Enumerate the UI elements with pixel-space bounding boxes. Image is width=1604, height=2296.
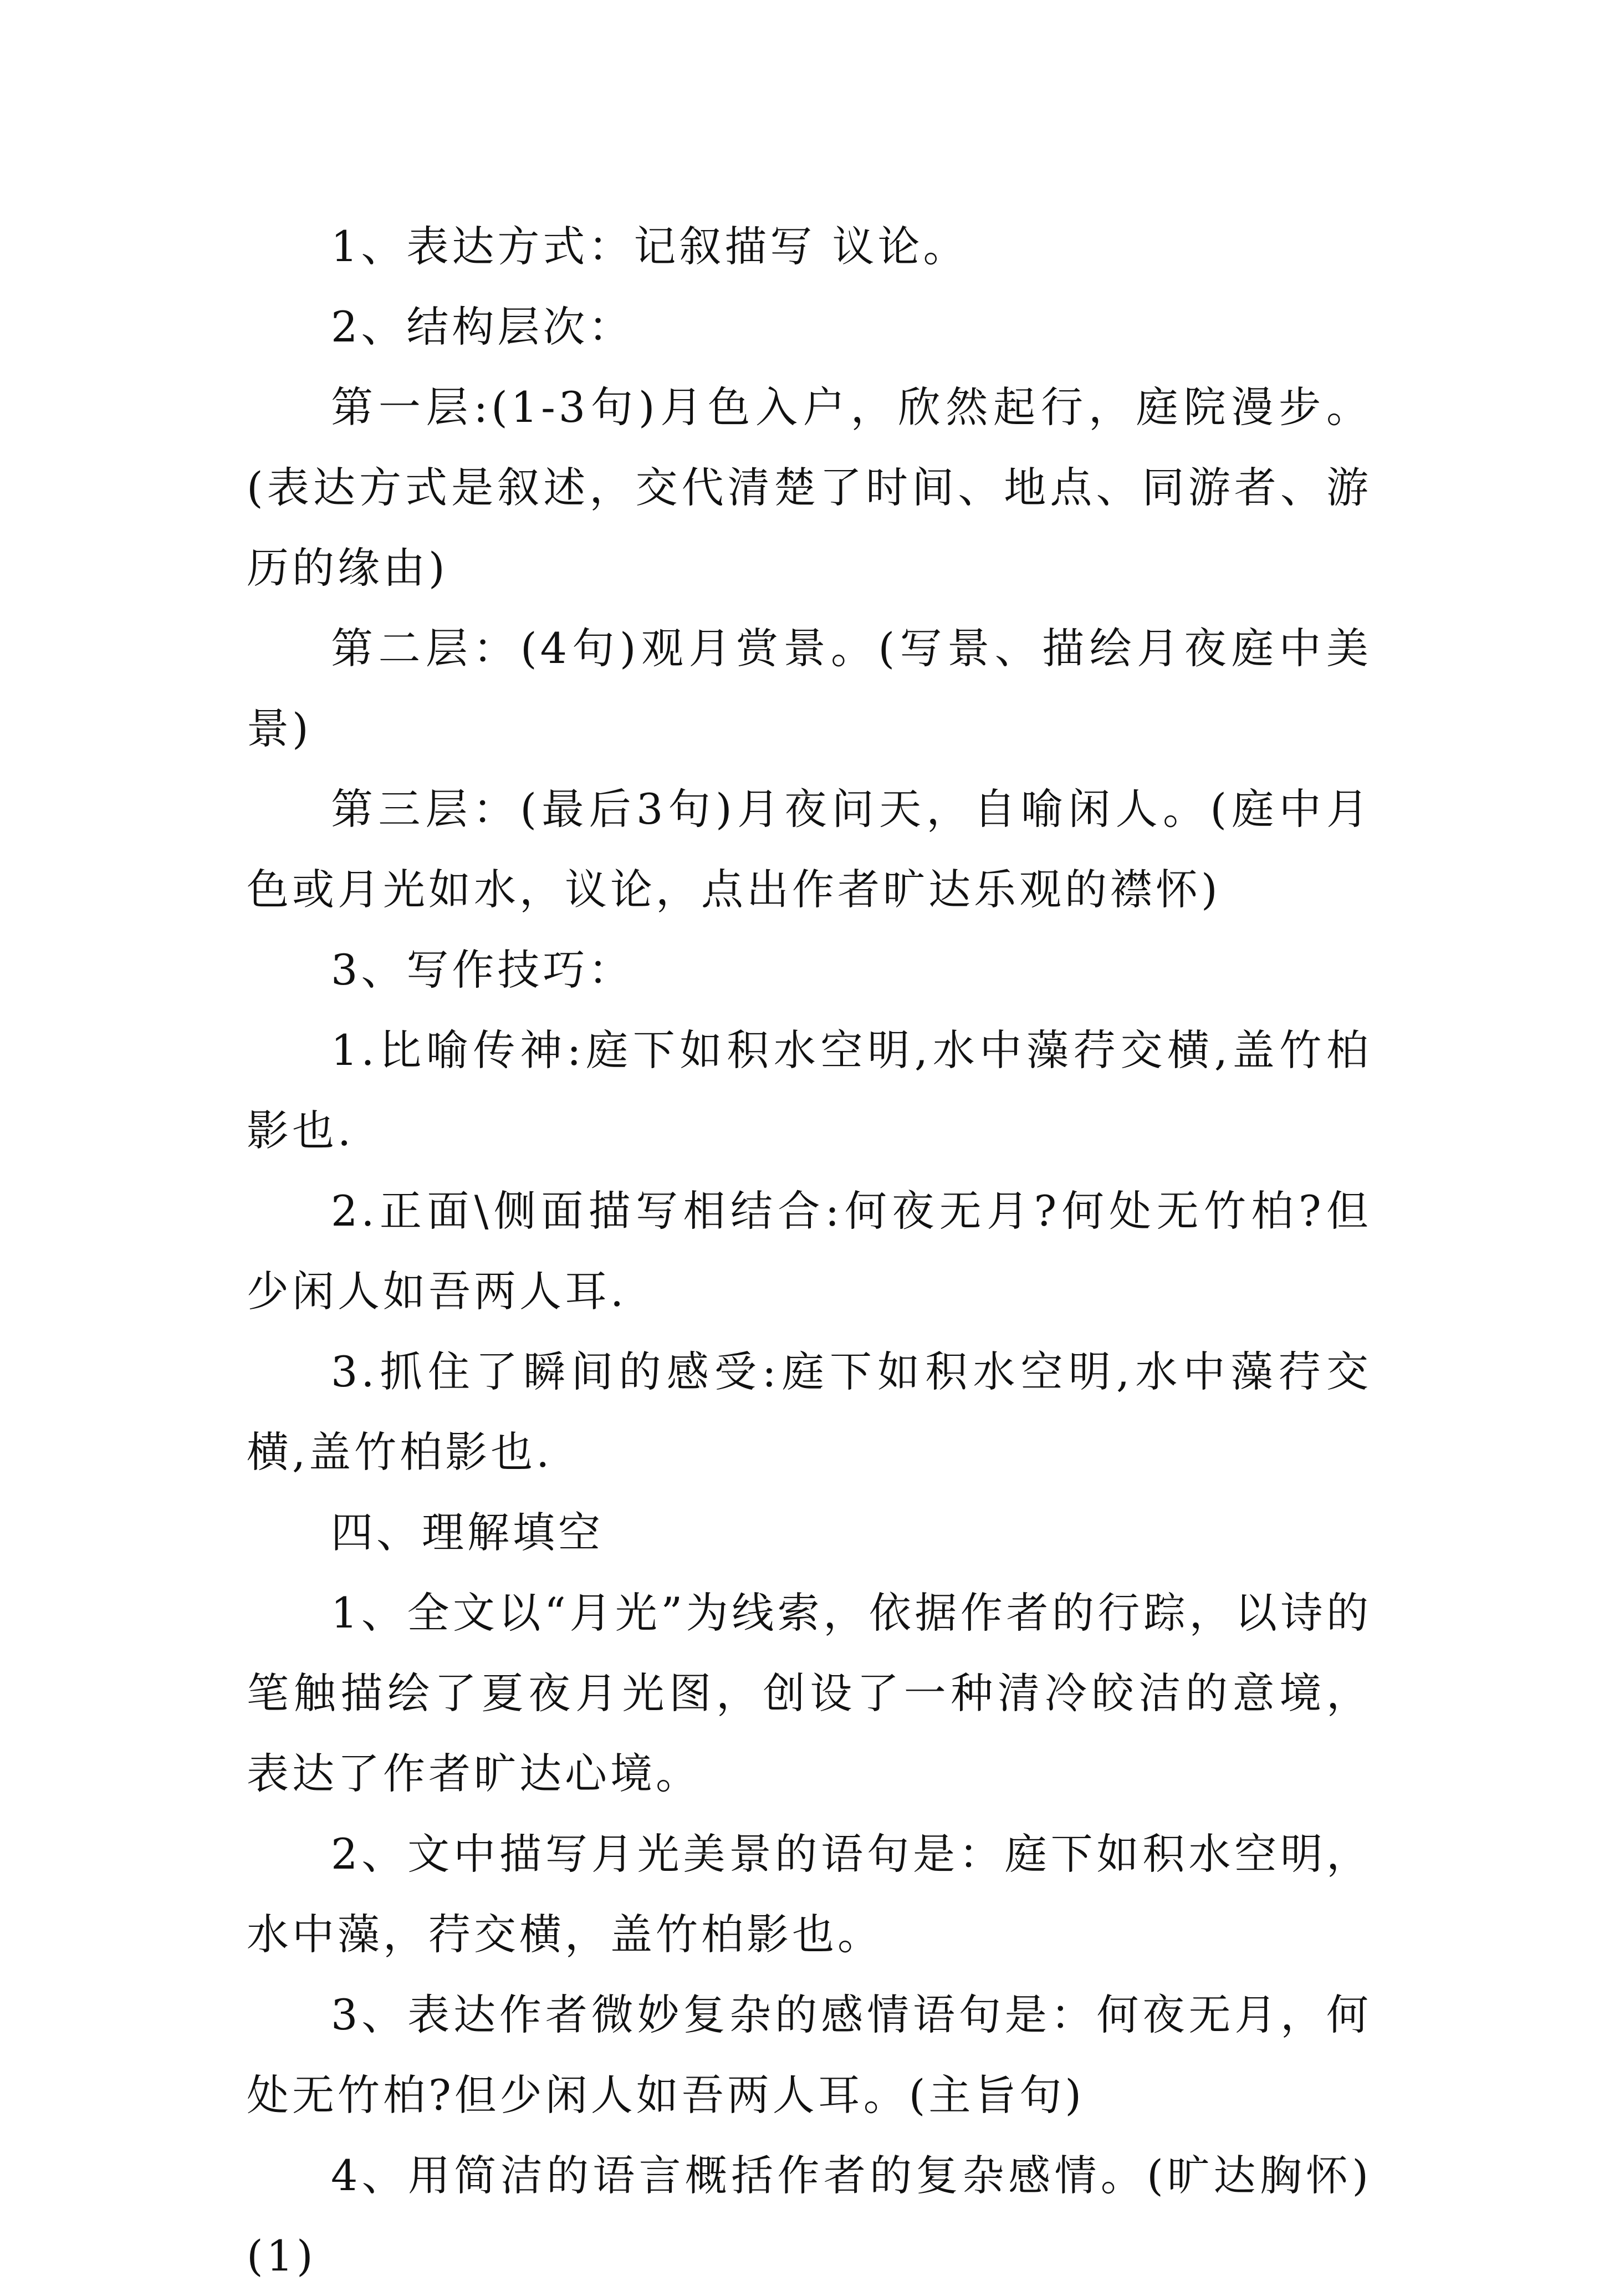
paragraph-first-layer: 第一层:(1-3句)月色入户，欣然起行，庭院漫步。(表达方式是叙述，交代清楚了时间、地点、同游者、游历的缘由) bbox=[247, 382, 1372, 593]
paragraph-fill-3: 3、表达作者微妙复杂的感情语句是：何夜无月，何处无竹柏?但少闲人如吾两人耳。(主旨句) bbox=[247, 1990, 1372, 2120]
paragraph-fill-2: 2、文中描写月光美景的语句是：庭下如积水空明，水中藻，荇交横，盖竹柏影也。 bbox=[247, 1829, 1372, 1959]
paragraph-technique-description: 2.正面\侧面描写相结合:何夜无月?何处无竹柏?但少闲人如吾两人耳. bbox=[247, 1186, 1372, 1316]
paragraph-third-layer: 第三层：(最后3句)月夜问天，自喻闲人。(庭中月色或月光如水，议论，点出作者旷达乐观的襟怀) bbox=[247, 784, 1372, 914]
paragraph-writing-techniques-heading: 3、写作技巧： bbox=[331, 945, 634, 994]
paragraph-second-layer: 第二层：(4句)观月赏景。(写景、描绘月夜庭中美景) bbox=[247, 624, 1372, 753]
document-body bbox=[247, 206, 1372, 2296]
paragraph-expression-methods: 1、表达方式：记叙描写 议论。 bbox=[331, 222, 969, 271]
paragraph-technique-metaphor: 1.比喻传神:庭下如积水空明,水中藻荇交横,盖竹柏影也. bbox=[247, 1025, 1372, 1155]
paragraph-technique-moment: 3.抓住了瞬间的感受:庭下如积水空明,水中藻荇交横,盖竹柏影也. bbox=[247, 1347, 1372, 1477]
paragraph-section-four-heading: 四、理解填空 bbox=[331, 1508, 604, 1557]
paragraph-structure-heading: 2、结构层次： bbox=[331, 302, 634, 351]
paragraph-fill-4: 4、用简洁的语言概括作者的复杂感情。(旷达胸怀)(1) bbox=[247, 2151, 1372, 2280]
paragraph-fill-1: 1、全文以“月光”为线索，依据作者的行踪，以诗的笔触描绘了夏夜月光图，创设了一种清冷皎洁的意境，表达了作者旷达心境。 bbox=[247, 1588, 1372, 1798]
